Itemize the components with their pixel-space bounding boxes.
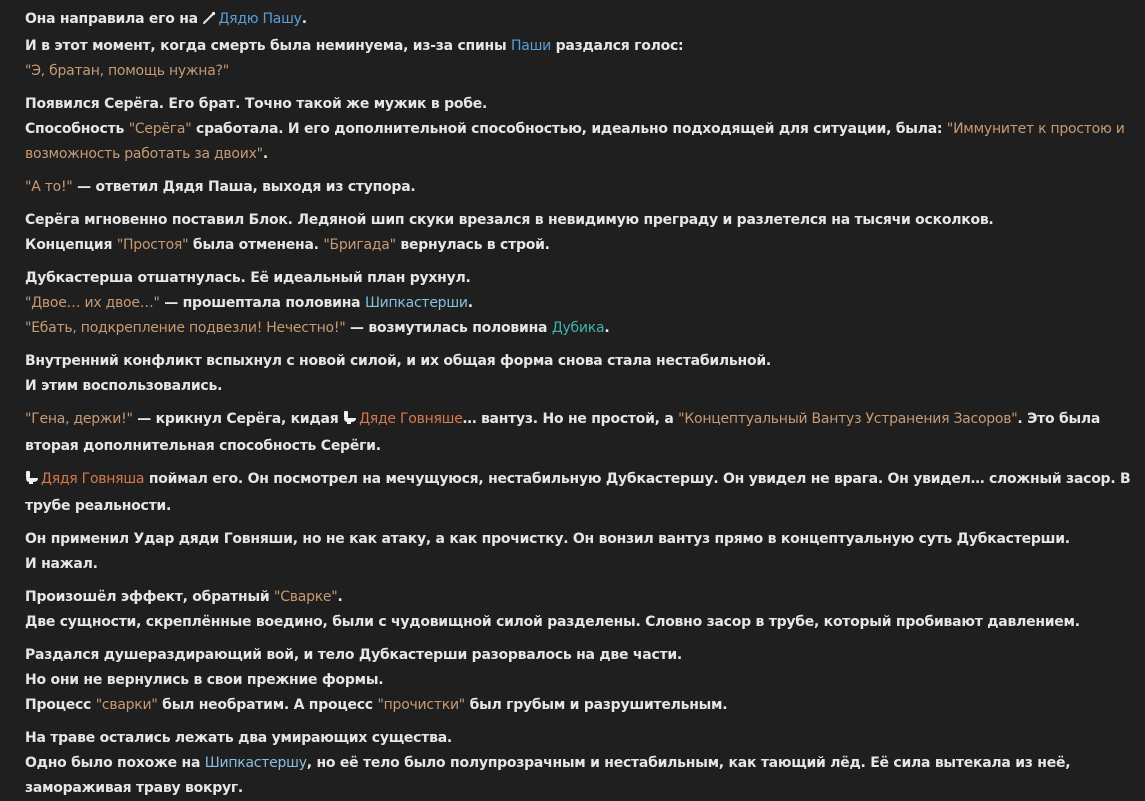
text-span: И в этот момент, когда смерть была неминуема, из-за спины [25, 38, 511, 54]
quoted-text: "Э, братан, помощь нужна?" [25, 63, 229, 79]
text-span: . [1064, 531, 1070, 547]
story-line [25, 7, 1133, 34]
story-line [25, 59, 1133, 84]
quoted-text: "прочистки" [377, 697, 465, 713]
text-span: — крикнул Серёга, кидая [132, 411, 344, 427]
story-paragraph [25, 527, 1133, 577]
story-line [25, 693, 1133, 718]
story-line [25, 643, 1133, 668]
quoted-text: "Ебать, подкрепление подвезли! Нечестно!" [25, 320, 346, 336]
text-span: . [604, 320, 610, 336]
story-paragraph [25, 175, 1133, 200]
story-line [25, 374, 1133, 399]
text-span: И нажал. [25, 556, 98, 572]
story-line [25, 175, 1133, 200]
story-paragraph [25, 585, 1133, 635]
text-span: . Его брат. Точно такой же мужик в робе. [158, 96, 488, 112]
story-paragraph [25, 7, 1133, 84]
text-span: — прошептала половина [159, 295, 365, 311]
text-span: Произошёл эффект, обратный [25, 589, 275, 605]
quoted-text: "Серёга" [128, 121, 192, 137]
story-line [25, 233, 1133, 258]
story-line [25, 266, 1133, 291]
story-line [25, 316, 1133, 341]
character-name: Шипкастерши [364, 295, 468, 311]
text-span: — возмутилась половина [345, 320, 552, 336]
text-span: Процесс [25, 697, 96, 713]
bold-text: Серёга [104, 96, 159, 112]
quoted-text: "Иммунитет к простою и возможность работать за двоих" [25, 121, 1125, 162]
quoted-text: "Сварке" [274, 589, 338, 605]
story-line [25, 585, 1133, 610]
text-span: Способность [25, 121, 129, 137]
bold-text: Дубкастерша [25, 270, 133, 286]
story-line [25, 117, 1133, 167]
text-span: . Он увидел не врага. Он увидел… сложный засор. В трубе реальности. [25, 471, 1131, 514]
quoted-text: "Бригада" [323, 237, 396, 253]
bold-text: Дубкастершу [605, 471, 714, 487]
bold-text: Блок [248, 212, 288, 228]
text-span: Она направила его на [25, 11, 203, 27]
quoted-text: "Концептуальный Вантуз Устранения Засоров" [678, 411, 1018, 427]
text-span: отшатнулась. Её идеальный план рухнул. [132, 270, 471, 286]
story-paragraph [25, 726, 1133, 801]
text-span: был необратим. А процесс [157, 697, 378, 713]
text-span: Одно было похоже на [25, 755, 205, 771]
story-line [25, 407, 1133, 459]
text-span: , но её тело было полупрозрачным и нестабильным, как тающий лёд. Её сила вытекала из неё, замораживая траву вокруг. [25, 755, 1071, 796]
text-span: . Это была вторая дополнительная способность Серёги. [25, 411, 1101, 454]
text-span: И этим воспользовались. [25, 378, 223, 394]
wand-icon [202, 9, 216, 34]
story-paragraph [25, 643, 1133, 718]
story-line [25, 208, 1133, 233]
text-span: . Ледяной шип скуки врезался в невидимую преграду и разлетелся на тысячи осколков. [287, 212, 994, 228]
character-name: Шипкастершу [204, 755, 307, 771]
text-span: На траве остались лежать два умирающих существа. [25, 730, 452, 746]
toilet-icon [343, 409, 357, 434]
quoted-text: "Гена, держи!" [25, 411, 133, 427]
quoted-text: "Двое… их двое…" [25, 295, 160, 311]
text-span: был грубым и разрушительным. [464, 697, 728, 713]
character-name: Дяде Говняше [359, 411, 463, 427]
story-line [25, 552, 1133, 577]
bold-text: Дубкастерши [358, 647, 468, 663]
quoted-text: "сварки" [95, 697, 158, 713]
text-span: . [337, 589, 343, 605]
story-line [25, 751, 1133, 801]
text-span: Он применил [25, 531, 134, 547]
story-paragraph [25, 266, 1133, 341]
quoted-text: "А то!" [25, 179, 73, 195]
text-span: — ответил Дядя Паша, выходя из ступора. [72, 179, 416, 195]
quoted-text: "Простоя" [116, 237, 189, 253]
text-span: Раздался душераздирающий вой, и тело [25, 647, 359, 663]
text-span: раздался голос: [551, 38, 684, 54]
character-name: Дядя Говняша [41, 471, 145, 487]
story-paragraph [25, 407, 1133, 459]
text-span: . [262, 146, 268, 162]
character-name: Дубика [551, 320, 605, 336]
character-name: Паши [511, 38, 552, 54]
story-line [25, 92, 1133, 117]
story-line [25, 291, 1133, 316]
text-span: поймал его. Он посмотрел на мечущуюся, нестабильную [144, 471, 606, 487]
text-span: … вантуз. Но не простой, а [462, 411, 679, 427]
text-span: вернулась в строй. [395, 237, 550, 253]
story-line [25, 34, 1133, 59]
text-span: Внутренний конфликт вспыхнул с новой силой, и их общая форма снова стала нестабильной. [25, 353, 771, 369]
story-line [25, 349, 1133, 374]
story-paragraph [25, 467, 1133, 519]
text-span: разорвалось на две части. [467, 647, 682, 663]
story-line [25, 726, 1133, 751]
text-span: Концепция [25, 237, 117, 253]
text-span: сработала. И его дополнительной способностью, идеально подходящей для ситуации, была: [191, 121, 947, 137]
story-line [25, 668, 1133, 693]
character-name: Дядю Пашу [218, 11, 302, 27]
bold-text: Дубкастерши [956, 531, 1065, 547]
text-span: Серёга мгновенно поставил [25, 212, 249, 228]
text-span: Но они не вернулись в свои прежние формы. [25, 672, 384, 688]
text-span: . [301, 11, 307, 27]
story-line [25, 527, 1133, 552]
story-paragraph [25, 349, 1133, 399]
toilet-icon [25, 469, 39, 494]
text-span: была отменена. [188, 237, 324, 253]
story-paragraph [25, 92, 1133, 167]
story-line [25, 467, 1133, 519]
text-span: Две сущности, скреплённые воедино, были с чудовищной силой разделены. Словно засор в трубе, который пробивают давлением. [25, 614, 1080, 630]
text-span: Появился [25, 96, 105, 112]
story-paragraph [25, 208, 1133, 258]
story-line [25, 610, 1133, 635]
text-span: , но не как атаку, а как прочистку. Он вонзил вантуз прямо в концептуальную суть [292, 531, 957, 547]
text-span: . [467, 295, 473, 311]
bold-text: Удар дяди Говняши [133, 531, 293, 547]
